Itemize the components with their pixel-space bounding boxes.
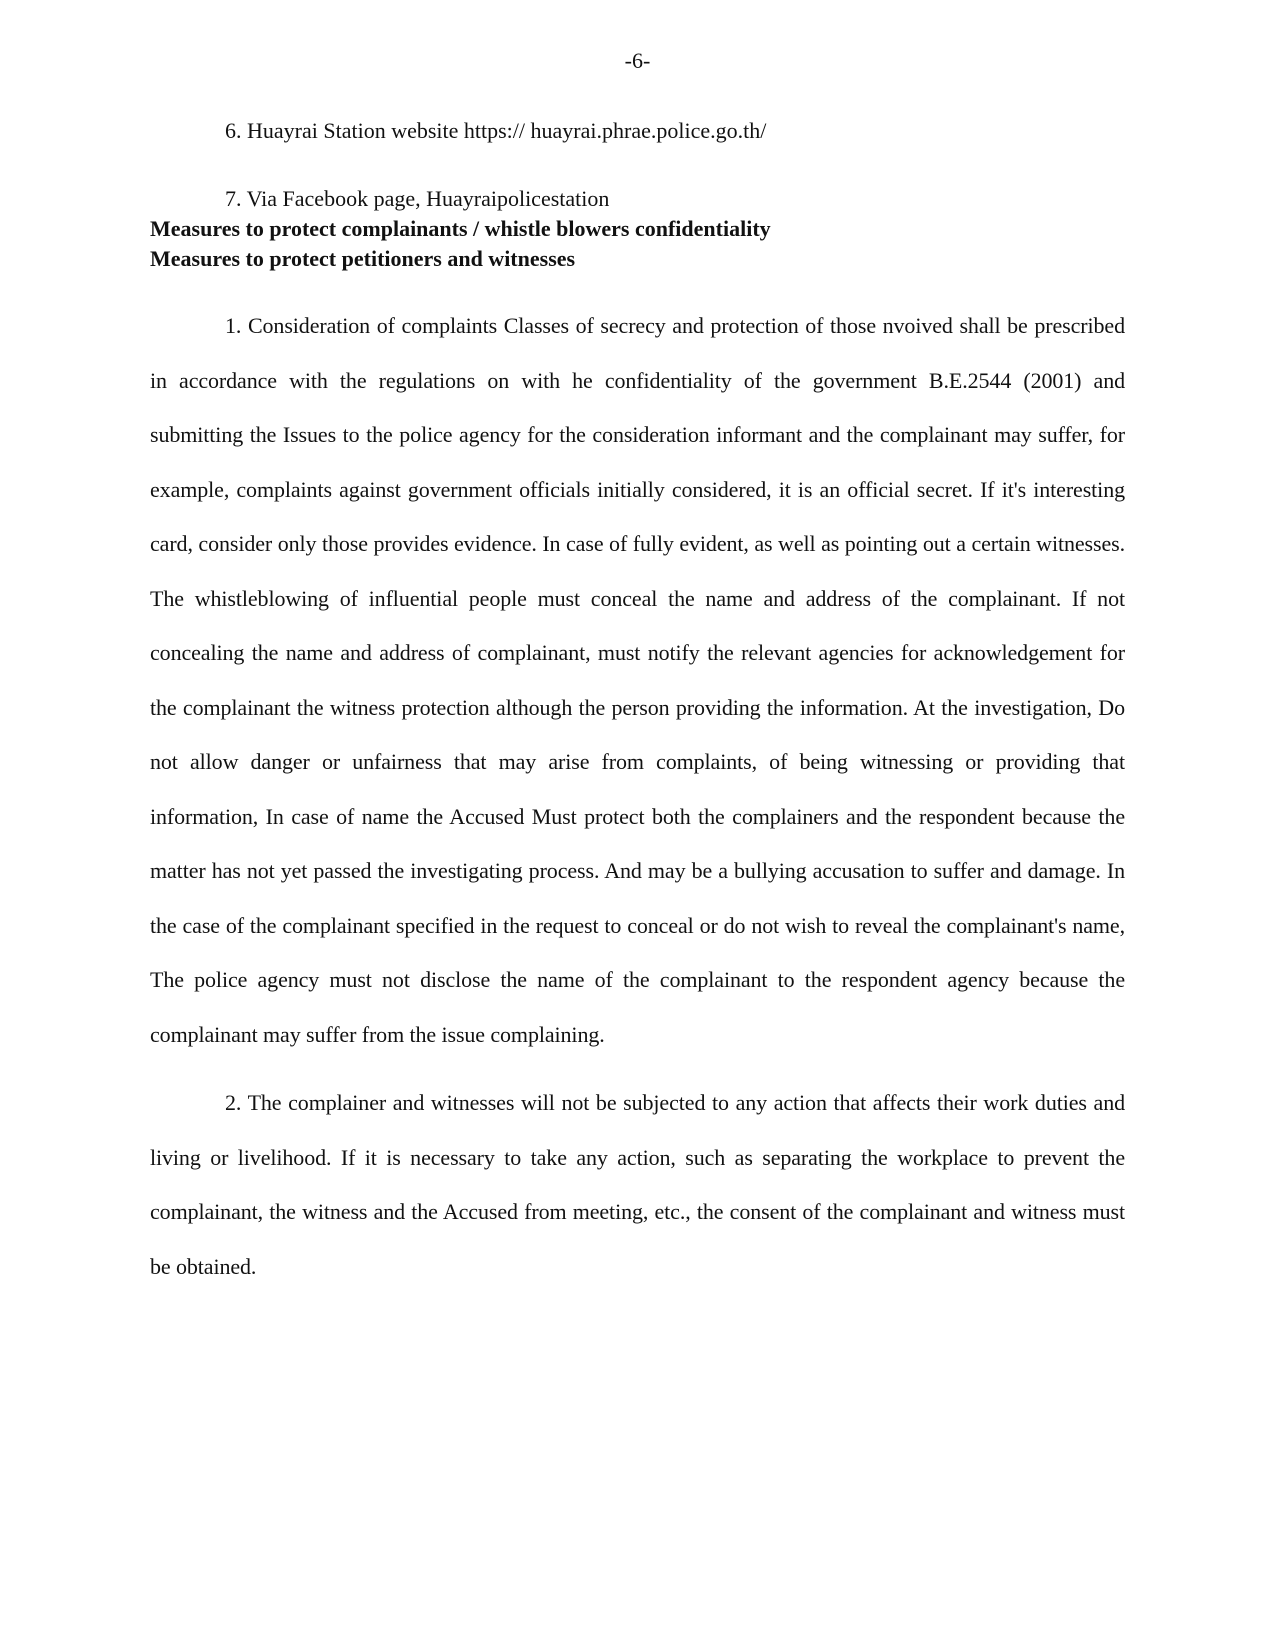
- page-number: -6-: [624, 48, 651, 73]
- list-item-website: 6. Huayrai Station website https:// huayrai.phrae.police.go.th/: [225, 118, 767, 143]
- paragraph-consideration: 1. Consideration of complaints Classes of secrecy and protection of those nvoived shall be prescribed in accordance with the regulations on with he confidentiality of the government B.E.2544 (2001) and submitting the Issues to the police agency for the consideration informant and the complainant may suffer, for example, complaints against government officials initially considered, it is an official secret. If it's interesting card, consider only those provides evidence. In case of fully evident, as well as pointing out a certain witnesses. The whistleblowing of influential people must conceal the name and address of the complainant. If not concealing the name and address of complainant, must notify the relevant agencies for acknowledgement for the complainant the witness protection although the person providing the information. At the investigation, Do not allow danger or unfairness that may arise from complaints, of being witnessing or providing that information, In case of name the Accused Must protect both the complainers and the respondent because the matter has not yet passed the investigating process. And may be a bullying accusation to suffer and damage. In the case of the complainant specified in the request to conceal or do not wish to reveal the complainant's name, The police agency must not disclose the name of the complainant to the respondent agency because the complainant may suffer from the issue complaining.: [150, 313, 1125, 1047]
- paragraph-protection: 2. The complainer and witnesses will not be subjected to any action that affects their work duties and living or livelihood. If it is necessary to take any action, such as separating the workplace to prevent the complainant, the witness and the Accused from meeting, etc., the consent of the complainant and witness must be obtained.: [150, 1090, 1125, 1279]
- heading-confidentiality: Measures to protect complainants / whistle blowers confidentiality: [150, 216, 771, 241]
- heading-petitioners: Measures to protect petitioners and witnesses: [150, 246, 576, 271]
- document-body: [150, 116, 1125, 1294]
- list-item-facebook: 7. Via Facebook page, Huayraipolicestation: [225, 186, 610, 211]
